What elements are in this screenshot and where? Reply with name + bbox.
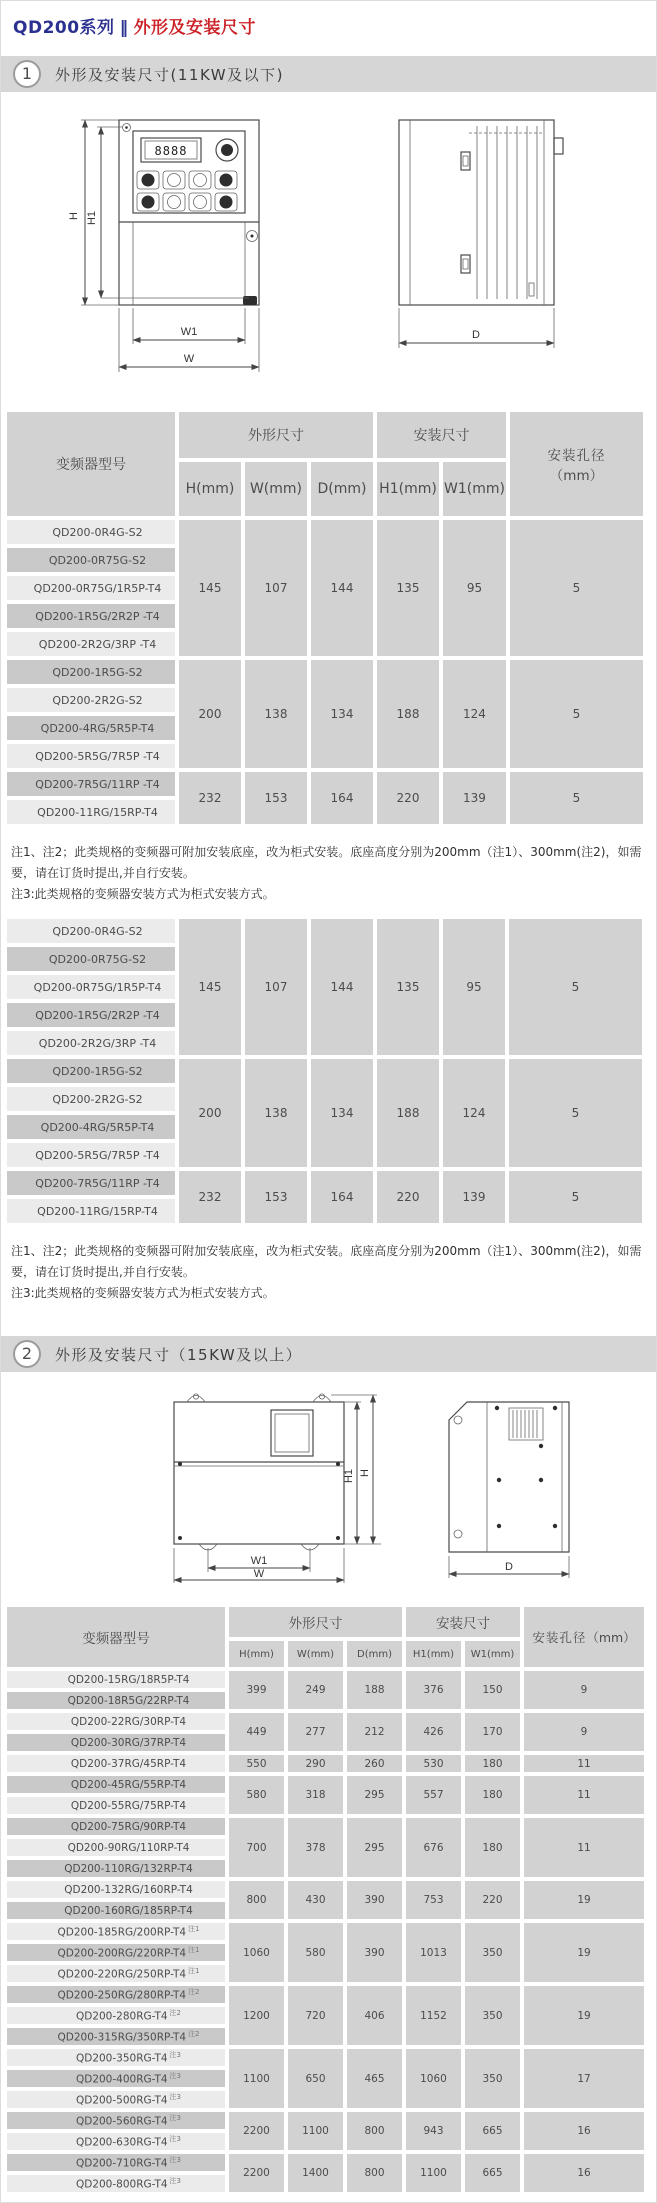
dim-value-cell: 107	[245, 520, 307, 656]
model-cell: QD200-11RG/15RP-T4	[7, 1199, 175, 1223]
dim-value-cell: 1400	[288, 2154, 343, 2192]
section-title-red: 外形及安装尺寸	[133, 18, 257, 38]
dim-value-cell: 19	[524, 1986, 644, 2045]
table-row	[7, 1923, 644, 1940]
dimension-table-3	[1, 1603, 656, 2196]
model-cell: QD200-4RG/5R5P-T4	[7, 1115, 175, 1139]
dim-value-cell: 430	[288, 1881, 343, 1919]
model-cell: QD200-1R5G/2R2P -T4	[7, 604, 175, 628]
model-note-sup: 注1	[188, 1967, 200, 1976]
col-subheader: H(mm)	[229, 1641, 284, 1667]
dim-value-cell: 665	[465, 2154, 520, 2192]
model-cell: QD200-132RG/160RP-T4	[7, 1881, 225, 1898]
dim-value-cell: 16	[524, 2112, 644, 2150]
dim-value-cell: 550	[229, 1755, 284, 1772]
section2-title: 外形及安装尺寸（15KW及以上）	[55, 1345, 303, 1364]
dim-value-cell: 212	[347, 1713, 402, 1751]
notes-block-2	[11, 1241, 646, 1304]
table-row	[7, 1986, 644, 2003]
model-cell: QD200-11RG/15RP-T4	[7, 800, 175, 824]
dim-label-W1-large: W1	[250, 1555, 267, 1567]
dim-value-cell: 449	[229, 1713, 284, 1751]
model-cell: QD200-560RG-T4 $^{注3}$	[7, 2112, 225, 2129]
table-row	[7, 1171, 642, 1195]
dim-label-D-large: D	[504, 1561, 513, 1573]
dim-value-cell: 318	[288, 1776, 343, 1814]
dim-value-cell: 11	[524, 1776, 644, 1814]
section1-banner	[1, 56, 656, 92]
dimension-table-2	[1, 915, 656, 1227]
dim-value-cell: 188	[377, 1059, 439, 1167]
dim-value-cell: 145	[179, 919, 241, 1055]
col-subheader: W(mm)	[288, 1641, 343, 1667]
table-row	[7, 1881, 644, 1898]
dim-value-cell: 465	[347, 2049, 402, 2108]
dim-value-cell: 95	[443, 919, 505, 1055]
dim-value-cell: 1100	[229, 2049, 284, 2108]
col-header-mount-dims: 安装尺寸	[406, 1607, 520, 1637]
model-cell: QD200-220RG/250RP-T4 $^{注1}$	[7, 1965, 225, 1982]
model-cell: QD200-37RG/45RP-T4	[7, 1755, 225, 1772]
table-row	[7, 1776, 644, 1793]
dim-value-cell: 249	[288, 1671, 343, 1709]
model-cell: QD200-75RG/90RP-T4	[7, 1818, 225, 1835]
dim-label-H-large: H	[358, 1469, 371, 1477]
col-subheader: H1(mm)	[377, 462, 439, 516]
dim-value-cell: 390	[347, 1881, 402, 1919]
dim-value-cell: 290	[288, 1755, 343, 1772]
model-cell: QD200-2R2G-S2	[7, 688, 175, 712]
width-dimensions	[119, 308, 259, 372]
dim-value-cell: 390	[347, 1923, 402, 1982]
dim-value-cell: 107	[245, 919, 307, 1055]
model-note-sup: 注1	[188, 1925, 200, 1934]
dim-value-cell: 557	[406, 1776, 461, 1814]
dim-value-cell: 19	[524, 1881, 644, 1919]
dim-value-cell: 800	[347, 2112, 402, 2150]
dim-label-W-large: W	[253, 1568, 264, 1580]
model-cell: QD200-160RG/185RP-T4	[7, 1902, 225, 1919]
dim-value-cell: 530	[406, 1755, 461, 1772]
dim-value-cell: 5	[510, 772, 643, 824]
model-cell: QD200-18R5G/22RP-T4	[7, 1692, 225, 1709]
model-cell: QD200-15RG/18R5P-T4	[7, 1671, 225, 1688]
dim-value-cell: 164	[311, 1171, 373, 1223]
side-view-drawing-large	[449, 1402, 569, 1552]
dim-label-D: D	[471, 329, 480, 341]
note-12-repeat: 注1、注2；此类规格的变频器可附加安装底座，改为柜式安装。底座高度分别为200mm（注1）、300mm(注2)，如需要，请在订货时提出,并自行安装。	[11, 1244, 642, 1279]
dim-value-cell: 124	[443, 1059, 505, 1167]
dim-value-cell: 753	[406, 1881, 461, 1919]
col-subheader: H(mm)	[179, 462, 241, 516]
keypad-display: 8888	[154, 144, 187, 158]
dim-value-cell: 180	[465, 1755, 520, 1772]
model-note-sup: 注3	[169, 2177, 182, 2186]
dim-value-cell: 350	[465, 1923, 520, 1982]
dim-value-cell: 350	[465, 1986, 520, 2045]
table-row	[7, 1755, 644, 1772]
front-view-drawing-large	[174, 1394, 344, 1550]
dim-value-cell: 164	[311, 772, 373, 824]
dim-value-cell: 426	[406, 1713, 461, 1751]
dim-value-cell: 144	[311, 520, 373, 656]
dim-value-cell: 399	[229, 1671, 284, 1709]
col-header-hole-diameter	[524, 1607, 644, 1667]
spec-table	[3, 915, 646, 1227]
dim-value-cell: 11	[524, 1755, 644, 1772]
dim-value-cell: 180	[465, 1818, 520, 1877]
dim-value-cell: 1152	[406, 1986, 461, 2045]
dim-value-cell: 700	[229, 1818, 284, 1877]
model-cell: QD200-0R4G-S2	[7, 520, 175, 544]
col-subheader: H1(mm)	[406, 1641, 461, 1667]
dim-value-cell: 95	[443, 520, 506, 656]
model-cell: QD200-5R5G/7R5P -T4	[7, 1143, 175, 1167]
dim-label-H1: H1	[85, 210, 98, 226]
table-row	[7, 2112, 644, 2129]
col-header-model: 变频器型号	[7, 412, 175, 516]
model-note-sup: 注3	[169, 2051, 182, 2060]
table-row	[7, 1713, 644, 1730]
depth-dimension-large	[449, 1556, 569, 1578]
dim-value-cell: 200	[179, 660, 241, 768]
heatsink-fins	[477, 126, 537, 299]
dim-value-cell: 139	[443, 1171, 505, 1223]
dim-value-cell: 1013	[406, 1923, 461, 1982]
dim-value-cell: 135	[377, 919, 439, 1055]
dim-label-H: H	[67, 212, 80, 220]
dim-value-cell: 378	[288, 1818, 343, 1877]
model-cell: QD200-0R75G-S2	[7, 548, 175, 572]
dim-value-cell: 260	[347, 1755, 402, 1772]
model-note-sup: 注2	[169, 2009, 182, 2018]
note-3-repeat: 注3:此类规格的变频器安装方式为柜式安装方式。	[11, 1286, 275, 1300]
dim-value-cell: 5	[509, 1059, 642, 1167]
width-dimensions-large	[174, 1548, 344, 1583]
dim-value-cell: 5	[510, 520, 643, 656]
model-cell: QD200-280RG-T4 $^{注2}$	[7, 2007, 225, 2024]
keypad-buttons	[137, 171, 237, 211]
dim-value-cell: 19	[524, 1923, 644, 1982]
table-row	[7, 1818, 644, 1835]
col-subheader: D(mm)	[347, 1641, 402, 1667]
dim-value-cell: 350	[465, 2049, 520, 2108]
model-cell: QD200-500RG-T4 $^{注3}$	[7, 2091, 225, 2108]
note-12: 注1、注2；此类规格的变频器可附加安装底座，改为柜式安装。底座高度分别为200mm（注1）、300mm(注2)，如需要，请在订货时提出,并自行安装。	[11, 845, 642, 880]
notes-block-1	[11, 842, 646, 905]
title-separator: ‖	[119, 18, 129, 38]
note-3: 注3:此类规格的变频器安装方式为柜式安装方式。	[11, 887, 275, 901]
dim-value-cell: 1100	[406, 2154, 461, 2192]
series-title: QD200系列	[13, 18, 115, 38]
dim-value-cell: 188	[377, 660, 439, 768]
model-cell: QD200-110RG/132RP-T4	[7, 1860, 225, 1877]
dim-value-cell: 406	[347, 1986, 402, 2045]
hole-header-line1: 安装孔径	[547, 448, 606, 464]
dim-value-cell: 124	[443, 660, 506, 768]
dim-value-cell: 295	[347, 1818, 402, 1877]
section1-title: 外形及安装尺寸(11KW及以下)	[55, 65, 284, 84]
model-cell: QD200-800RG-T4 $^{注3}$	[7, 2175, 225, 2192]
dim-value-cell: 800	[347, 2154, 402, 2192]
dim-value-cell: 150	[465, 1671, 520, 1709]
table-row	[7, 2154, 644, 2171]
model-note-sup: 注3	[169, 2093, 182, 2102]
table-row	[7, 520, 643, 544]
model-cell: QD200-315RG/350RP-T4 $^{注2}$	[7, 2028, 225, 2045]
col-header-hole-diameter	[510, 412, 643, 516]
model-cell: QD200-0R75G-S2	[7, 947, 175, 971]
dim-value-cell: 220	[465, 1881, 520, 1919]
section1-number-badge: 1	[13, 60, 41, 88]
model-cell: QD200-0R75G/1R5P-T4	[7, 576, 175, 600]
dim-value-cell: 1060	[406, 2049, 461, 2108]
table-row	[7, 919, 642, 943]
model-cell: QD200-2R2G/3RP -T4	[7, 1031, 175, 1055]
dim-value-cell: 676	[406, 1818, 461, 1877]
dimension-table-1	[1, 408, 656, 828]
dim-value-cell: 11	[524, 1818, 644, 1877]
model-cell: QD200-350RG-T4 $^{注3}$	[7, 2049, 225, 2066]
model-cell: QD200-185RG/200RP-T4 $^{注1}$	[7, 1923, 225, 1940]
model-cell: QD200-5R5G/7R5P -T4	[7, 744, 175, 768]
col-header-outer-dims: 外形尺寸	[179, 412, 373, 458]
col-subheader: D(mm)	[311, 462, 373, 516]
dim-value-cell: 650	[288, 2049, 343, 2108]
dim-value-cell: 580	[288, 1923, 343, 1982]
model-note-sup: 注3	[169, 2156, 182, 2165]
dim-value-cell: 188	[347, 1671, 402, 1709]
model-cell: QD200-1R5G/2R2P -T4	[7, 1003, 175, 1027]
dim-value-cell: 17	[524, 2049, 644, 2108]
model-cell: QD200-630RG-T4 $^{注3}$	[7, 2133, 225, 2150]
model-cell: QD200-45RG/55RP-T4	[7, 1776, 225, 1793]
dim-value-cell: 180	[465, 1776, 520, 1814]
table-row	[7, 2049, 644, 2066]
dim-value-cell: 144	[311, 919, 373, 1055]
model-cell: QD200-0R4G-S2	[7, 919, 175, 943]
dim-value-cell: 665	[465, 2112, 520, 2150]
dim-value-cell: 134	[311, 1059, 373, 1167]
model-cell: QD200-22RG/30RP-T4	[7, 1713, 225, 1730]
col-subheader: W1(mm)	[465, 1641, 520, 1667]
dim-value-cell: 295	[347, 1776, 402, 1814]
dim-value-cell: 153	[245, 772, 307, 824]
model-cell: QD200-30RG/37RP-T4	[7, 1734, 225, 1751]
model-cell: QD200-90RG/110RP-T4	[7, 1839, 225, 1856]
dim-value-cell: 376	[406, 1671, 461, 1709]
dim-value-cell: 138	[245, 660, 307, 768]
dim-value-cell: 200	[179, 1059, 241, 1167]
dim-value-cell: 1100	[288, 2112, 343, 2150]
dim-value-cell: 170	[465, 1713, 520, 1751]
model-note-sup: 注1	[188, 1946, 200, 1955]
dim-value-cell: 139	[443, 772, 506, 824]
dim-value-cell: 943	[406, 2112, 461, 2150]
dimension-diagram-small-inverter	[9, 100, 649, 390]
depth-dimension	[399, 308, 554, 348]
dim-value-cell: 277	[288, 1713, 343, 1751]
col-subheader: W1(mm)	[443, 462, 506, 516]
model-note-sup: 注3	[169, 2114, 182, 2123]
dim-value-cell: 2200	[229, 2154, 284, 2192]
model-cell: QD200-7R5G/11RP -T4	[7, 772, 175, 796]
model-cell: QD200-1R5G-S2	[7, 1059, 175, 1083]
table-row	[7, 772, 643, 796]
dim-value-cell: 720	[288, 1986, 343, 2045]
dim-label-W: W	[183, 353, 194, 365]
dim-value-cell: 153	[245, 1171, 307, 1223]
side-view-drawing	[399, 120, 563, 305]
model-note-sup: 注2	[188, 2030, 200, 2039]
spec-table	[3, 1603, 648, 2196]
dim-value-cell: 138	[245, 1059, 307, 1167]
dim-value-cell: 145	[179, 520, 241, 656]
dim-value-cell: 5	[510, 660, 643, 768]
dim-value-cell: 232	[179, 1171, 241, 1223]
model-cell: QD200-400RG-T4 $^{注3}$	[7, 2070, 225, 2087]
model-cell: QD200-0R75G/1R5P-T4	[7, 975, 175, 999]
model-note-sup: 注3	[169, 2072, 182, 2081]
dim-value-cell: 134	[311, 660, 373, 768]
col-header-outer-dims: 外形尺寸	[229, 1607, 402, 1637]
table-row	[7, 1671, 644, 1688]
table-row	[7, 660, 643, 684]
spec-table	[3, 408, 647, 828]
model-cell: QD200-7R5G/11RP -T4	[7, 1171, 175, 1195]
model-cell: QD200-1R5G-S2	[7, 660, 175, 684]
vent-grille	[509, 1408, 543, 1440]
dim-value-cell: 220	[377, 1171, 439, 1223]
dim-value-cell: 220	[377, 772, 439, 824]
dim-value-cell: 9	[524, 1713, 644, 1751]
model-note-sup: 注3	[169, 2135, 182, 2144]
front-view-drawing	[119, 120, 259, 305]
doc-title	[1, 1, 656, 46]
model-cell: QD200-2R2G/3RP -T4	[7, 632, 175, 656]
dim-value-cell: 580	[229, 1776, 284, 1814]
dim-value-cell: 1060	[229, 1923, 284, 1982]
dim-value-cell: 232	[179, 772, 241, 824]
model-note-sup: 注2	[188, 1988, 200, 1997]
dim-label-W1: W1	[180, 326, 197, 338]
dimension-diagram-large-inverter	[9, 1380, 649, 1585]
section2-banner	[1, 1336, 656, 1372]
table-row	[7, 1059, 642, 1083]
dim-value-cell: 5	[509, 919, 642, 1055]
model-cell: QD200-200RG/220RP-T4 $^{注1}$	[7, 1944, 225, 1961]
dim-value-cell: 1200	[229, 1986, 284, 2045]
model-cell: QD200-4RG/5R5P-T4	[7, 716, 175, 740]
hole-header-line1: 安装孔径	[532, 1630, 587, 1645]
dim-value-cell: 9	[524, 1671, 644, 1709]
col-header-mount-dims: 安装尺寸	[377, 412, 506, 458]
col-header-model: 变频器型号	[7, 1607, 225, 1667]
dim-value-cell: 16	[524, 2154, 644, 2192]
model-cell: QD200-710RG-T4 $^{注3}$	[7, 2154, 225, 2171]
dim-value-cell: 135	[377, 520, 439, 656]
dim-value-cell: 800	[229, 1881, 284, 1919]
hole-header-line2: （mm）	[586, 1630, 636, 1645]
dim-value-cell: 2200	[229, 2112, 284, 2150]
model-cell: QD200-2R2G-S2	[7, 1087, 175, 1111]
dim-label-H1-large: H1	[342, 1468, 355, 1484]
section2-number-badge: 2	[13, 1340, 41, 1368]
height-dimensions-large	[331, 1395, 381, 1544]
hole-header-line2: （mm）	[549, 468, 604, 484]
model-cell: QD200-55RG/75RP-T4	[7, 1797, 225, 1814]
col-subheader: W(mm)	[245, 462, 307, 516]
model-cell: QD200-250RG/280RP-T4 $^{注2}$	[7, 1986, 225, 2003]
dim-value-cell: 5	[509, 1171, 642, 1223]
